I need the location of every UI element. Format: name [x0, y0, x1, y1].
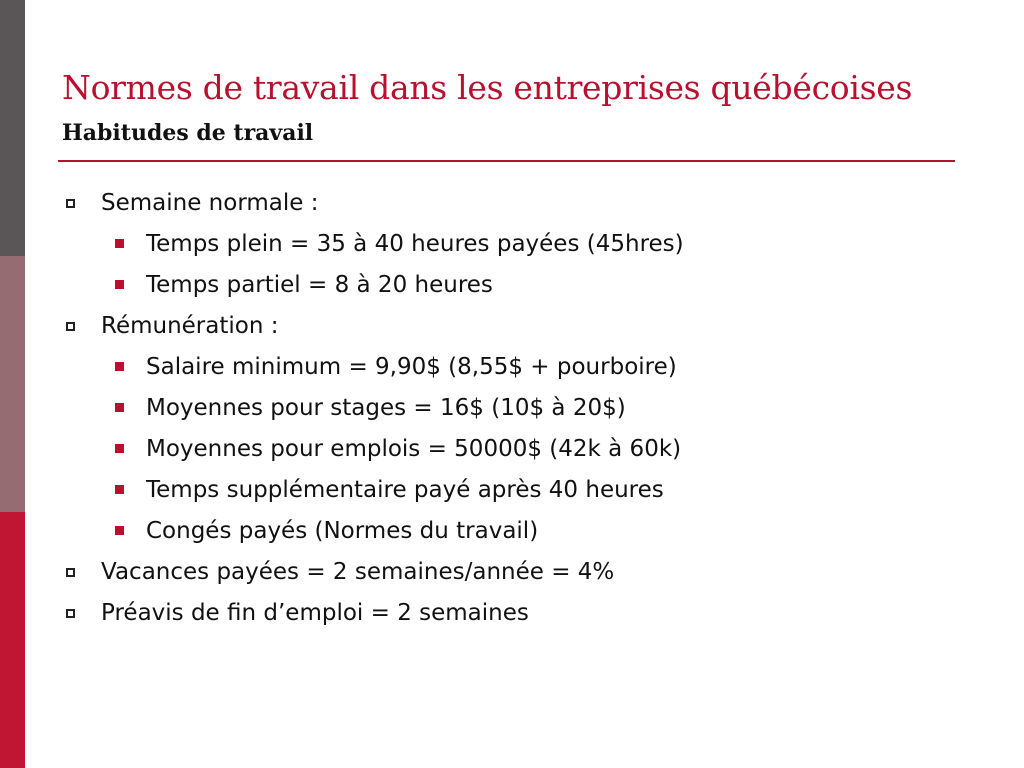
filled-square-bullet-icon: [115, 362, 124, 371]
filled-square-bullet-icon: [115, 280, 124, 289]
hollow-square-bullet-icon: [66, 609, 75, 618]
slide-title: Normes de travail dans les entreprises québécoises: [62, 68, 913, 107]
sub-bullet-item: Moyennes pour stages = 16$ (10$ à 20$): [146, 395, 626, 421]
bullet-item: Semaine normale :: [101, 190, 319, 216]
sub-bullet-item: Congés payés (Normes du travail): [146, 518, 539, 544]
filled-square-bullet-icon: [115, 444, 124, 453]
filled-square-bullet-icon: [115, 526, 124, 535]
sub-bullet-item: Temps supplémentaire payé après 40 heures: [146, 477, 664, 503]
sub-bullet-item: Moyennes pour emplois = 50000$ (42k à 60k): [146, 436, 682, 462]
hollow-square-bullet-icon: [66, 322, 75, 331]
sub-bullet-item: Temps plein = 35 à 40 heures payées (45hres): [146, 231, 684, 257]
bullet-item: Rémunération :: [101, 313, 279, 339]
hollow-square-bullet-icon: [66, 568, 75, 577]
filled-square-bullet-icon: [115, 485, 124, 494]
bullet-item: Vacances payées = 2 semaines/année = 4%: [101, 559, 615, 585]
slide-subtitle: Habitudes de travail: [62, 120, 314, 146]
bullet-item: Préavis de fin d’emploi = 2 semaines: [101, 600, 529, 626]
sub-bullet-item: Salaire minimum = 9,90$ (8,55$ + pourboire): [146, 354, 677, 380]
hollow-square-bullet-icon: [66, 199, 75, 208]
filled-square-bullet-icon: [115, 403, 124, 412]
filled-square-bullet-icon: [115, 239, 124, 248]
sub-bullet-item: Temps partiel = 8 à 20 heures: [146, 272, 493, 298]
